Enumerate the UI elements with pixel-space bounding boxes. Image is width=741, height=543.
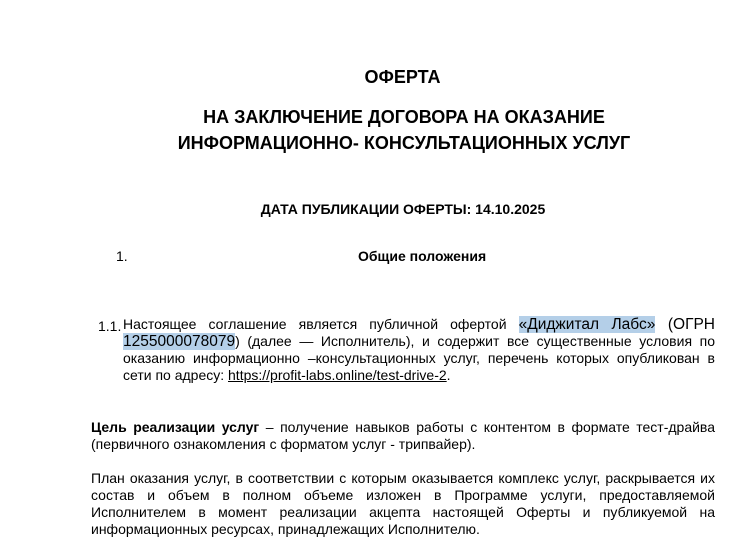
purpose-label: Цель реализации услуг (91, 419, 260, 435)
service-link[interactable]: https://profit-labs.online/test-drive-2 (228, 367, 447, 383)
item-number: 1.1. (98, 318, 122, 334)
document-title: ОФЕРТА (364, 67, 441, 87)
publication-date: ДАТА ПУБЛИКАЦИИ ОФЕРТЫ: 14.10.2025 (260, 201, 546, 217)
ogrn-prefix: (ОГРН (655, 316, 715, 333)
purpose-text: – получение навыков работы с контентом в формате тест-драйва (первичного ознакомления с форматом услуг - трипвайер). (91, 419, 715, 452)
section-number: 1. (116, 248, 128, 264)
org-name: «Диджитал Лабс» (518, 316, 656, 333)
item-text-body: ) (далее — Исполнитель), и содержит все существенные условия по оказанию информационно –консультационных услуг, перечень которых опубликован в сети по адресу: (123, 333, 715, 383)
item-text (123, 316, 715, 384)
ogrn-number: 1255000078079 (123, 333, 236, 350)
document-subtitle (0, 104, 741, 156)
item-text-intro: Настоящее соглашение является публичной офертой (123, 316, 519, 332)
plan-paragraph: План оказания услуг, в соответствии с которым оказывается комплекс услуг, раскрывается их состав и объем в полном объеме изложен в Программе услуги, предоставляемой Исполнителем в момент реализации акцепта настоящей Оферты и публикуемой на информационных ресурсах, принадлежащих Исполнителю. (91, 470, 715, 537)
item-text-end: . (446, 367, 451, 383)
purpose-paragraph (91, 419, 715, 453)
subtitle-line-2: ИНФОРМАЦИОННО- КОНСУЛЬТАЦИОННЫХ УСЛУГ (177, 133, 631, 153)
section-title: Общие положения (358, 248, 487, 264)
subtitle-line-1: НА ЗАКЛЮЧЕНИЕ ДОГОВОРА НА ОКАЗАНИЕ (203, 107, 605, 127)
